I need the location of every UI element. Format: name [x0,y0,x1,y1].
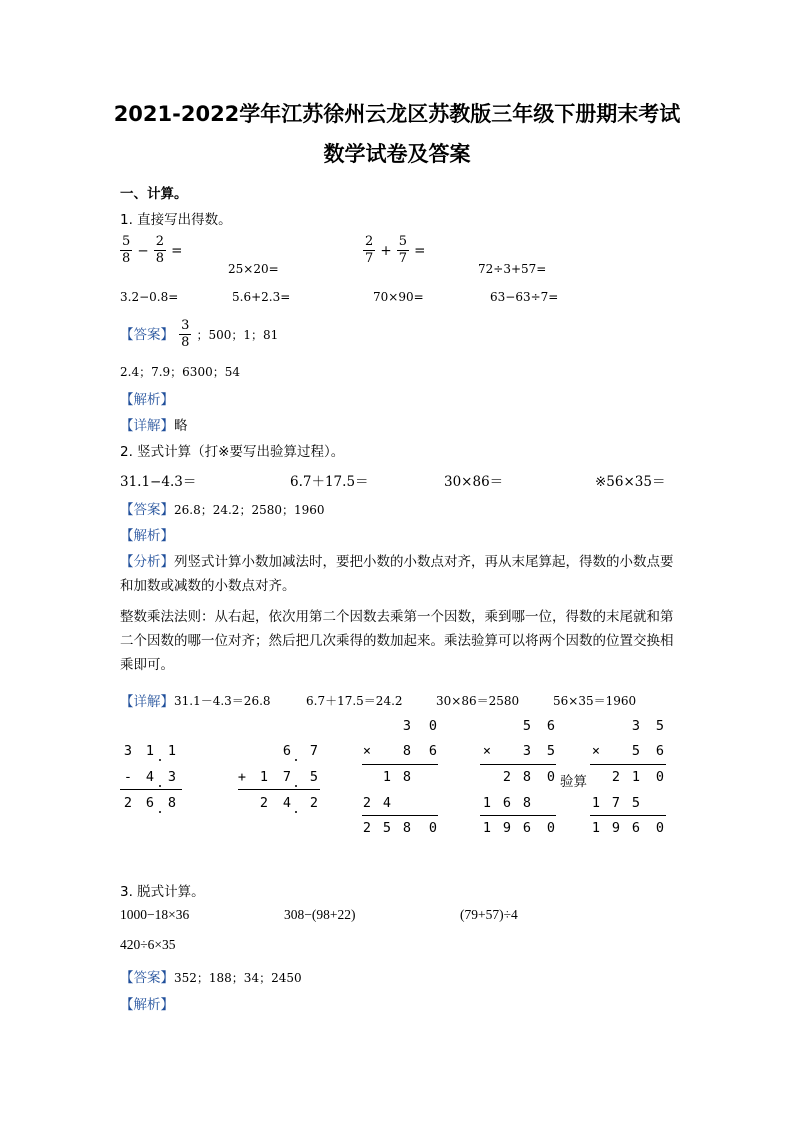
q2-detail-item-4: 56×35＝1960 [553,694,637,708]
q3-answer: 【答案】352；188；34；2450 [120,970,302,986]
q1-fraction-expression-1: $\frac{5}{8}$ − $\frac{2}{8}$ = [122,234,183,266]
q3-problem-2: 308−(98+22) [284,907,356,922]
q3-problem-1: 1000−18×36 [120,907,190,922]
q1-expression-4: 72÷3+57= [478,262,547,276]
q3-analysis-tag: 【解析】 [120,997,174,1013]
answer-tag: 【答案】 [120,327,174,343]
q1-answer-line2: 2.4；7.9；6300；54 [120,365,240,379]
q2-analysis-paragraph-1: 【分析】列竖式计算小数加减法时，要把小数的小数点对齐，再从末尾算起，得数的小数点要和加数或减数的小数点对齐。 [120,554,674,594]
q2-detail-line: 【详解】 [120,694,174,710]
q1-row2-expr-1: 3.2−0.8= [120,290,179,304]
q1-analysis-tag: 【解析】 [120,392,174,408]
q2-analysis-paragraph-2: 整数乘法法则：从右起，依次用第二个因数去乘第一个因数，乘到哪一位，得数的末尾就和第二个因数的哪一位对齐；然后把几次乘得的数加起来。乘法验算可以将两个因数的位置交换相乘即可。 [120,609,674,673]
answer-fraction: $\frac{3}{8}$ [181,318,190,350]
q1-detail: 【详解】略 [120,418,188,434]
document-title-line1: 2021-2022学年江苏徐州云龙区苏教版三年级下册期末考试 [113,102,681,126]
q1-row2-expr-2: 5.6+2.3= [232,290,291,304]
q2-answer: 【答案】26.8；24.2；2580；1960 [120,502,325,518]
q2-detail-item-2: 6.7＋17.5＝24.2 [306,694,403,708]
q2-problem-1: 31.1−4.3＝ [120,474,197,490]
question-2-label: 2. 竖式计算（打※要写出验算过程）。 [120,444,345,460]
q1-fraction-expression-3: $\frac{2}{7}$ + $\frac{5}{7}$ = [365,234,426,266]
q3-problem-3: (79+57)÷4 [460,907,518,922]
q1-answer: 【答案】 $\frac{3}{8}$ ；500；1；81 [120,318,279,350]
verify-label: 验算 [560,774,587,790]
section-heading: 一、计算。 [120,186,188,202]
q1-row2-expr-3: 70×90= [373,290,424,304]
q3-problem-4: 420÷6×35 [120,937,176,952]
document-title-line2: 数学试卷及答案 [323,142,471,166]
question-1-label: 1. 直接写出得数。 [120,212,232,228]
q2-detail-item-3: 30×86＝2580 [436,694,520,708]
q1-expression-2: 25×20= [228,262,279,276]
q2-problem-4: ※56×35＝ [595,474,666,490]
q2-detail-item-1: 31.1－4.3＝26.8 [174,694,271,708]
q2-problem-2: 6.7＋17.5＝ [290,474,369,490]
q2-problem-3: 30×86＝ [444,474,504,490]
question-3-label: 3. 脱式计算。 [120,884,205,900]
q2-analysis-tag: 【解析】 [120,528,174,544]
q1-row2-expr-4: 63−63÷7= [490,290,559,304]
